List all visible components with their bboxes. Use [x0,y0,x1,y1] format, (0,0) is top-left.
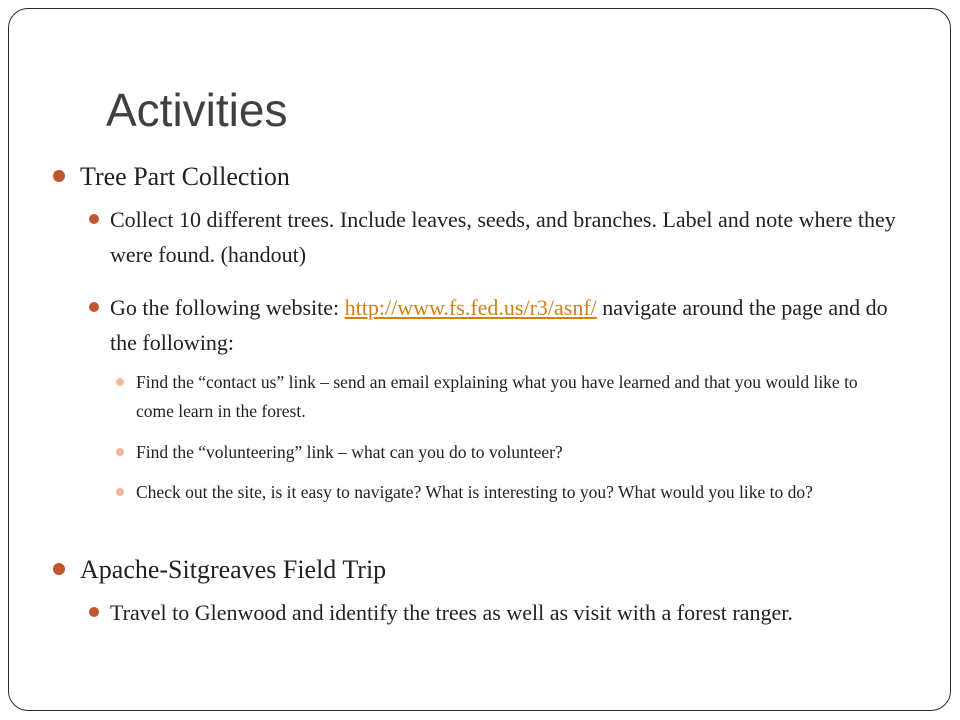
subitem-check-site: Check out the site, is it easy to navigate? What is interesting to you? What would you like to do? [136,482,813,502]
subitem-volunteering: Find the “volunteering” link – what can you do to volunteer? [136,442,563,462]
bullet-icon [116,448,124,456]
section-heading-field-trip: Apache-Sitgreaves Field Trip [80,555,387,584]
bullet-icon [89,607,99,617]
list-item-glenwood: Travel to Glenwood and identify the trees as well as visit with a forest ranger. [110,600,793,625]
slide-title: Activities [106,84,288,136]
bullet-icon [116,488,124,496]
bullet-icon [89,214,99,224]
bullet-icon [89,302,99,312]
subitem-contact-us: Find the “contact us” link – send an email explaining what you have learned and that you would like to come learn in the forest. [136,372,858,421]
bullet-icon [53,563,65,575]
website-text-prefix: Go the following website: [110,295,345,320]
website-link[interactable]: http://www.fs.fed.us/r3/asnf/ [344,295,597,320]
list-item-website [110,290,900,360]
list-item-collect-trees: Collect 10 different trees. Include leaves, seeds, and branches. Label and note where they were found. (handout) [110,207,896,267]
website-text-suffix: navigate around the page and do the following: [110,295,888,355]
section-heading-tree-part-collection: Tree Part Collection [80,162,290,191]
bullet-icon [53,170,65,182]
bullet-icon [116,378,124,386]
